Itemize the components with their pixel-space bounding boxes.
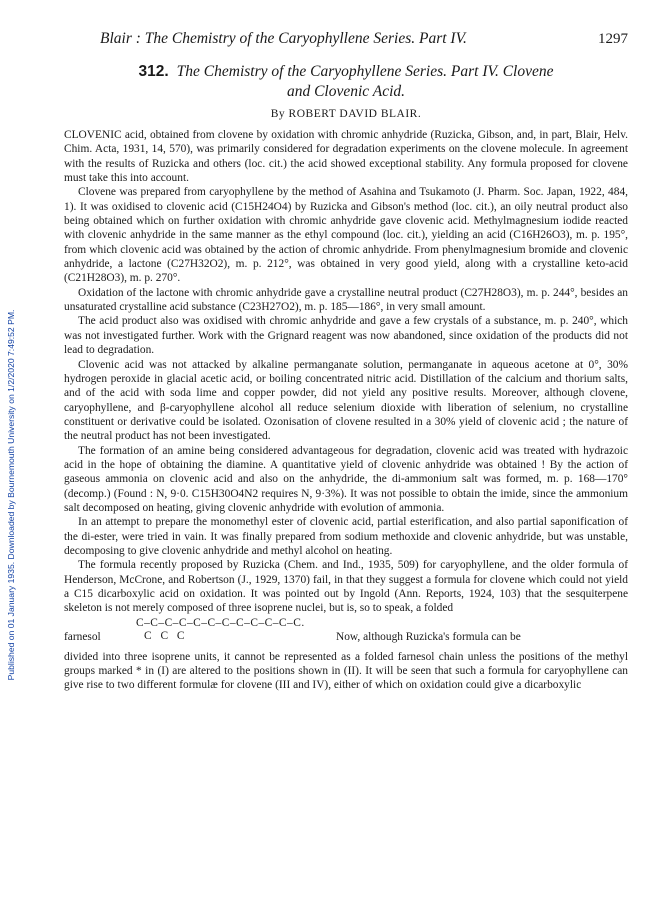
sidebar-text: Published on 01 January 1935. Downloaded by Bournemouth University on 1/2/2020 7:49:52 PM. [6,309,16,681]
download-sidebar-note [5,150,17,840]
article-title-line1: The Chemistry of the Caryophyllene Series. Part IV. Clovene [176,63,554,80]
farnesol-chain-formula [64,616,628,650]
paragraph: The formula recently proposed by Ruzicka (Chem. and Ind., 1935, 509) for caryophyllene, and the older formula of Henderson, McCrone, and Robertson (J., 1929, 1370) fail, in that they suggest a formula for clovene which could not yield a C15 dicarboxylic acid on oxidation. It was pointed out by Ingold (Ann. Reports, 1924, 103) that the sesquiterpene skeleton is not merely composed of three isoprene nuclei, but is, so to speak, a folded [64,559,628,615]
paragraph: In an attempt to prepare the monomethyl ester of clovenic acid, partial esterification, and also partial saponification of the di-ester, were tried in vain. It was finally prepared from sodium methoxide and clovenic anhydride, but was unstable, decomposing to give clovenic anhydride and methyl alcohol on heating. [64,516,628,557]
paragraph: CLOVENIC acid, obtained from clovene by oxidation with chromic anhydride (Ruzicka, Gibson, and, in part, Blair, Helv. Chim. Acta, 1931, 14, 570), was primarily considered for degradation experiments on the clovene molecule. In agreement with the results of Ruzicka and others (loc. cit.) the acid showed exceptional stability. Any formula proposed for clovene must take this into account. [64,129,628,185]
chain-continuation: Now, although Ruzicka's formula can be [336,630,521,643]
author-byline: By ROBERT DAVID BLAIR. [270,108,422,120]
running-head-title: Blair : The Chemistry of the Caryophyllene Series. Part IV. [100,30,467,47]
page-number: 1297 [598,31,628,47]
chain-substituents: C C C [144,629,188,642]
paragraph: Oxidation of the lactone with chromic anhydride gave a crystalline neutral product (C27H28O3), m. p. 244°, besides an unsaturated crystalline acid substance (C23H27O2), m. p. 185—186°, in very small amount. [64,286,628,314]
paragraph: Clovenic acid was not attacked by alkaline permanganate solution, permanganate in aqueous acetone at 0°, 30% hydrogen peroxide in glacial acetic acid, or boiling concentrated nitric acid. Distillation of the calcium and thorium salts, and of the acid with soda lime and copper powder, did not yield any positive results. Moreover, although clovene, caryophyllene, and β-caryophyllene alcohol all reduce selenium dioxide with liberation of selenium, no crystalline constituent or derivative could be isolated. Ozonisation of clovene resulted in a 30% yield of clovenic acid ; the nature of the neutral product has not been investigated. [64,358,628,443]
article-body [64,128,628,693]
journal-page [64,30,628,693]
paragraph: The acid product also was oxidised with chromic anhydride and gave a few crystals of a substance, m. p. 240°, which was not investigated further. Work with the Grignard reagent was now abandoned, since oxidation of the products did not lead to degradation. [64,315,628,357]
paragraph: The formation of an amine being considered advantageous for degradation, clovenic acid was treated with hydrazoic acid in the hope of obtaining the diamine. A quantitative yield of clovenic anhydride was obtained ! By the action of gaseous ammonia on clovenic acid and also on the anhydride, the di-ammonium salt was formed, m. p. 168—170° (decomp.) (Found : N, 9·0. C15H30O4N2 requires N, 9·3%). It was not possible to obtain the imide, since the ammonium salt decomposed on heating, giving clovenic anhydride with evolution of ammonia. [64,444,628,514]
article-number: 312. [138,63,169,80]
article-title [64,62,628,102]
chain-main: C–C–C–C–C–C–C–C–C–C–C–C. [136,616,305,629]
chain-label: farnesol [64,630,101,643]
running-head [100,30,628,48]
paragraph: divided into three isoprene units, it cannot be represented as a folded farnesol chain unless the positions of the methyl groups marked * in (I) are altered to the positions shown in (II). It will be seen that such a formula for caryophyllene can give rise to two different formulæ for clovene (III and IV), either of which on oxidation could give a dicarboxylic [64,650,628,692]
article-title-line2: and Clovenic Acid. [286,83,406,100]
paragraph: Clovene was prepared from caryophyllene by the method of Asahina and Tsukamoto (J. Pharm. Soc. Japan, 1922, 484, 1). It was oxidised to clovenic acid (C15H24O4) by Ruzicka and Gibson's method (loc. cit.), an oily neutral product also being obtained which on further oxidation with chromic anhydride gave clovenic acid. Methylmagnesium iodide reacted with clovenic anhydride in the same manner as the ethyl compound (loc. cit.), yielding an acid (C16H26O3), m. p. 195°, from which clovenic acid was obtained by the action of chromic anhydride. From phenylmagnesium bromide and clovenic anhydride, a lactone (C27H32O2), m. p. 212°, was obtained in very good yield, along with a crystalline keto-acid (C21H28O3), m. p. 270°. [64,186,628,285]
